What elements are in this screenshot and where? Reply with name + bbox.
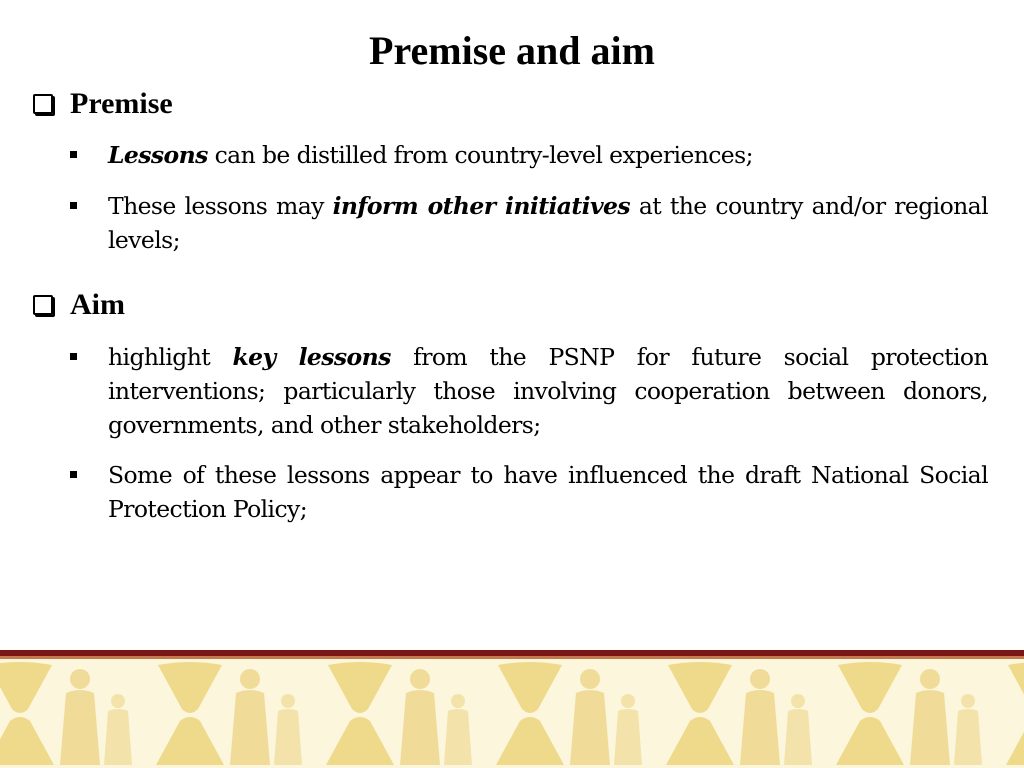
body-text: highlight <box>108 343 233 371</box>
decorative-banner <box>0 659 1024 768</box>
section-aim <box>30 285 988 526</box>
emphasis-text: inform other initiatives <box>332 192 631 220</box>
list-item <box>30 189 988 257</box>
square-bullet-icon <box>70 353 77 360</box>
checkbox-bullet-icon <box>33 94 53 114</box>
section-heading <box>30 285 988 325</box>
body-text: at the country and/or regional levels; <box>108 192 988 254</box>
figures-pattern-icon <box>0 659 1024 768</box>
square-bullet-icon <box>70 151 77 158</box>
bullet-list <box>30 138 988 257</box>
section-heading-label: Aim <box>70 288 125 321</box>
list-item <box>30 138 988 172</box>
checkbox-bullet-icon <box>33 295 53 315</box>
section-premise <box>30 84 988 257</box>
square-bullet-icon <box>70 471 77 478</box>
body-text: can be distilled from country-level experiences; <box>207 141 753 169</box>
section-heading-label: Premise <box>70 87 173 120</box>
list-item <box>30 458 988 526</box>
section-heading <box>30 84 988 124</box>
body-text: These lessons may <box>108 192 333 220</box>
list-item <box>30 340 988 442</box>
body-text: Some of these lessons appear to have influenced the draft National Social Protection Policy; <box>108 461 988 523</box>
body-text: from the PSNP for future social protection interventions; particularly those involving cooperation between donors, governments, and other stakeholders; <box>108 343 989 439</box>
slide-title: Premise and aim <box>369 28 655 73</box>
emphasis-text: Lessons <box>108 141 208 169</box>
square-bullet-icon <box>70 202 77 209</box>
bullet-list <box>30 340 988 526</box>
emphasis-text: key lessons <box>232 343 391 371</box>
